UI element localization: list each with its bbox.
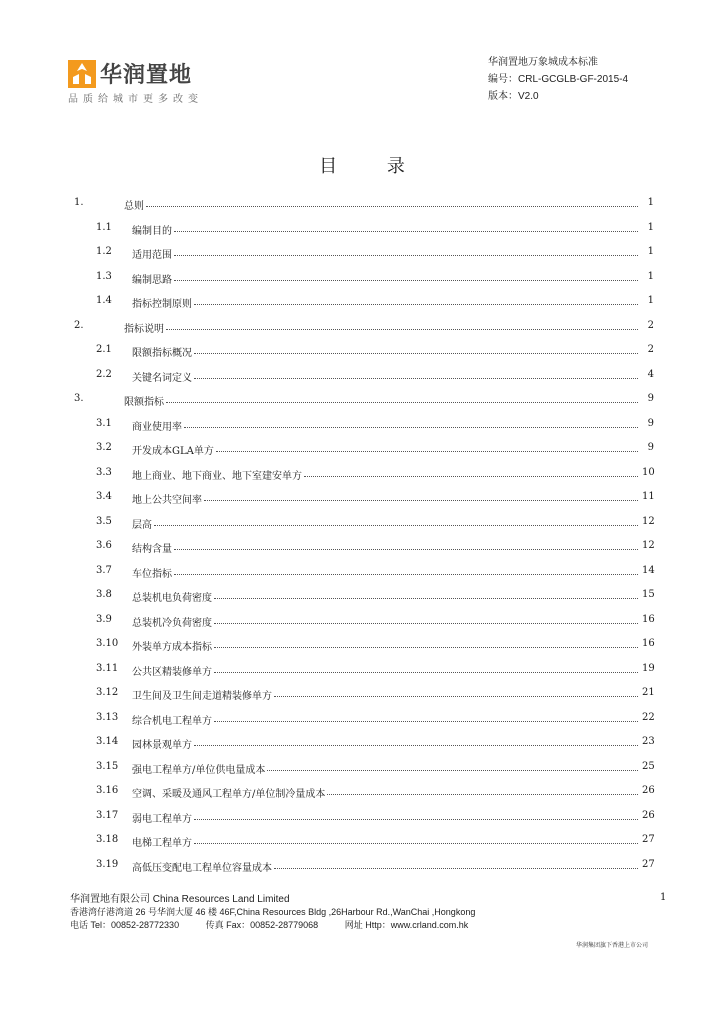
- toc-entry-page: 2: [647, 319, 654, 331]
- toc-leader-dots: [216, 442, 638, 452]
- toc-entry-title-wrap: [132, 638, 640, 653]
- toc-entry-page: 12: [642, 540, 655, 551]
- toc-entry-page: 27: [642, 858, 655, 870]
- toc-entry[interactable]: [74, 413, 654, 438]
- toc-entry-page: 1: [647, 221, 654, 233]
- page-number: 1: [660, 892, 667, 903]
- toc-entry-page: 9: [647, 417, 654, 429]
- footer-note: 华润集团旗下香港上市公司: [575, 942, 648, 949]
- toc-entry-title-wrap: [132, 614, 640, 629]
- toc-entry-title: 车位指标: [132, 565, 174, 580]
- toc-entry[interactable]: [74, 780, 654, 805]
- toc-entry-number: 1.: [74, 197, 84, 208]
- toc-entry-title: 总则: [124, 197, 146, 212]
- toc-entry-page: 4: [647, 368, 654, 380]
- toc-entry[interactable]: [74, 290, 654, 315]
- toc-entry[interactable]: [74, 339, 654, 364]
- toc-entry-title: 卫生间及卫生间走道精装修单方: [132, 687, 274, 702]
- toc-entry[interactable]: [74, 486, 654, 511]
- toc-entry-number: 3.16: [96, 785, 119, 796]
- toc-entry-number: 3.10: [96, 638, 119, 649]
- toc-leader-dots: [174, 565, 638, 575]
- toc-entry[interactable]: [74, 535, 654, 560]
- toc-entry-title-wrap: [132, 663, 640, 678]
- toc-entry-page: 23: [642, 736, 655, 747]
- toc-entry-title-wrap: [124, 320, 640, 335]
- toc-entry-title: 综合机电工程单方: [132, 712, 214, 727]
- toc-entry-number: 3.3: [96, 466, 112, 478]
- toc-leader-dots: [327, 785, 638, 795]
- toc-entry-title-wrap: [132, 222, 640, 237]
- toc-entry[interactable]: [74, 192, 654, 217]
- toc-entry-page: 27: [642, 834, 655, 845]
- toc-entry-page: 26: [642, 809, 655, 821]
- toc-entry-title: 指标控制原则: [132, 295, 194, 310]
- toc-entry-title-wrap: [132, 810, 640, 825]
- document-code: 编号：CRL-GCGLB-GF-2015-4: [488, 74, 629, 85]
- company-logo: [68, 58, 268, 108]
- toc-entry-title: 外装单方成本指标: [132, 638, 214, 653]
- document-version: 版本：V2.0: [488, 91, 539, 102]
- toc-entry-number: 2.: [74, 319, 84, 331]
- toc-entry-page: 16: [642, 638, 655, 649]
- footer-fax: 传真 Fax：00852-28779068: [205, 920, 319, 930]
- toc-leader-dots: [174, 540, 638, 550]
- toc-leader-dots: [174, 271, 638, 281]
- toc-entry-title-wrap: [132, 859, 640, 874]
- brand-name: 华润置地: [100, 63, 193, 88]
- toc-entry-title: 开发成本GLA单方: [132, 442, 216, 457]
- toc-entry-title: 地上商业、地下商业、地下室建安单方: [132, 467, 304, 482]
- footer-company: 华润置地有限公司 China Resources Land Limited: [70, 894, 290, 905]
- table-of-contents: [74, 192, 654, 878]
- toc-leader-dots: [214, 638, 638, 648]
- toc-entry-number: 2.1: [96, 344, 112, 355]
- toc-entry-number: 3.6: [96, 540, 112, 551]
- toc-leader-dots: [166, 393, 638, 403]
- footer-address: 香港湾仔港湾道 26 号华润大厦 46 楼 46F,China Resources Bldg ,26Harbour Rd.,WanChai ,Hongkong: [70, 907, 476, 917]
- toc-entry[interactable]: [74, 707, 654, 732]
- toc-entry-number: 3.14: [96, 736, 119, 747]
- toc-entry-number: 3.15: [96, 760, 119, 772]
- toc-entry-title: 限额指标: [124, 393, 166, 408]
- toc-entry-number: 3.18: [96, 834, 119, 845]
- toc-entry-number: 3.: [74, 393, 84, 404]
- toc-entry-page: 22: [642, 711, 655, 723]
- toc-entry-title-wrap: [132, 834, 640, 849]
- toc-entry-title: 地上公共空间率: [132, 491, 204, 506]
- toc-entry-number: 3.4: [96, 491, 112, 502]
- toc-entry-title-wrap: [132, 785, 640, 800]
- toc-entry-title-wrap: [132, 761, 640, 776]
- toc-leader-dots: [174, 246, 638, 256]
- toc-leader-dots: [204, 491, 638, 501]
- toc-entry[interactable]: [74, 682, 654, 707]
- toc-entry[interactable]: [74, 829, 654, 854]
- toc-entry[interactable]: [74, 462, 654, 487]
- toc-entry[interactable]: [74, 511, 654, 536]
- toc-entry-title-wrap: [132, 687, 640, 702]
- toc-entry-title: 适用范围: [132, 246, 174, 261]
- toc-entry-title-wrap: [132, 295, 640, 310]
- toc-entry-title: 限额指标概况: [132, 344, 194, 359]
- toc-entry-title-wrap: [132, 516, 640, 531]
- toc-leader-dots: [194, 736, 638, 746]
- toc-entry-number: 3.13: [96, 711, 119, 723]
- toc-entry-title: 指标说明: [124, 320, 166, 335]
- toc-entry-title-wrap: [132, 491, 640, 506]
- toc-leader-dots: [184, 418, 638, 428]
- toc-leader-dots: [194, 295, 638, 305]
- toc-entry[interactable]: [74, 388, 654, 413]
- toc-leader-dots: [304, 467, 638, 477]
- toc-entry-title-wrap: [132, 246, 640, 261]
- toc-entry-title-wrap: [132, 369, 640, 384]
- toc-entry-page: 11: [642, 491, 655, 502]
- toc-entry-page: 21: [642, 687, 655, 698]
- toc-entry-number: 1.4: [96, 295, 112, 306]
- crland-logo-icon: [68, 60, 96, 88]
- toc-entry-number: 3.12: [96, 687, 119, 698]
- toc-entry-title: 结构含量: [132, 540, 174, 555]
- toc-entry-title-wrap: [132, 565, 640, 580]
- toc-entry-page: 9: [647, 442, 654, 453]
- toc-entry[interactable]: [74, 658, 654, 683]
- toc-entry[interactable]: [74, 560, 654, 585]
- toc-leader-dots: [274, 687, 638, 697]
- toc-entry[interactable]: [74, 731, 654, 756]
- toc-entry-title: 强电工程单方/单位供电量成本: [132, 761, 267, 776]
- toc-entry-page: 26: [642, 785, 655, 796]
- toc-entry-title: 公共区精装修单方: [132, 663, 214, 678]
- brand-slogan: 品质给城市更多改变: [68, 94, 203, 105]
- toc-entry-number: 3.19: [96, 858, 119, 870]
- toc-entry-title: 总装机电负荷密度: [132, 589, 214, 604]
- toc-entry-page: 9: [647, 393, 654, 404]
- toc-entry-title: 空调、采暖及通风工程单方/单位制冷量成本: [132, 785, 327, 800]
- toc-entry[interactable]: [74, 805, 654, 830]
- toc-entry-title: 总装机冷负荷密度: [132, 614, 214, 629]
- toc-entry-title-wrap: [132, 418, 640, 433]
- toc-entry[interactable]: [74, 584, 654, 609]
- toc-entry-page: 15: [642, 589, 655, 600]
- toc-entry-page: 12: [642, 515, 655, 527]
- toc-entry-page: 16: [642, 613, 655, 625]
- toc-leader-dots: [214, 712, 638, 722]
- toc-entry-page: 1: [647, 295, 654, 306]
- toc-entry[interactable]: [74, 854, 654, 879]
- toc-entry-page: 10: [642, 466, 655, 478]
- toc-entry-title-wrap: [132, 344, 640, 359]
- toc-entry-page: 25: [642, 760, 655, 772]
- footer-contact: [70, 919, 492, 932]
- toc-entry-title: 关键名词定义: [132, 369, 194, 384]
- toc-entry[interactable]: [74, 241, 654, 266]
- toc-entry-page: 1: [647, 197, 654, 208]
- toc-entry-title: 高低压变配电工程单位容量成本: [132, 859, 274, 874]
- footer: [70, 893, 492, 932]
- toc-entry-title-wrap: [132, 467, 640, 482]
- toc-entry-title: 电梯工程单方: [132, 834, 194, 849]
- toc-leader-dots: [214, 614, 638, 624]
- toc-entry-number: 3.8: [96, 589, 112, 600]
- toc-entry-number: 3.17: [96, 809, 119, 821]
- toc-leader-dots: [194, 369, 638, 379]
- toc-leader-dots: [214, 663, 638, 673]
- toc-entry-number: 3.2: [96, 442, 112, 453]
- toc-entry-title-wrap: [132, 442, 640, 457]
- toc-entry-number: 2.2: [96, 368, 112, 380]
- toc-entry[interactable]: [74, 756, 654, 781]
- toc-entry-number: 3.9: [96, 613, 112, 625]
- toc-entry-title: 编制目的: [132, 222, 174, 237]
- toc-entry-page: 19: [642, 662, 655, 674]
- toc-leader-dots: [174, 222, 638, 232]
- toc-entry-page: 14: [642, 564, 655, 576]
- toc-leader-dots: [146, 197, 638, 207]
- toc-entry[interactable]: [74, 315, 654, 340]
- toc-leader-dots: [214, 589, 638, 599]
- toc-entry-number: 3.1: [96, 417, 112, 429]
- toc-leader-dots: [267, 761, 638, 771]
- toc-entry-number: 1.1: [96, 221, 112, 233]
- toc-leader-dots: [166, 320, 638, 330]
- toc-leader-dots: [274, 859, 638, 869]
- toc-leader-dots: [194, 344, 638, 354]
- toc-leader-dots: [194, 810, 638, 820]
- toc-entry-title: 园林景观单方: [132, 736, 194, 751]
- standard-name: 华润置地万象城成本标准: [488, 57, 598, 68]
- toc-entry-title-wrap: [132, 271, 640, 286]
- toc-entry[interactable]: [74, 364, 654, 389]
- toc-entry-title-wrap: [132, 712, 640, 727]
- toc-entry-page: 1: [647, 270, 654, 282]
- toc-entry-page: 2: [647, 344, 654, 355]
- toc-entry[interactable]: [74, 217, 654, 242]
- toc-entry-title-wrap: [132, 589, 640, 604]
- toc-entry-number: 3.5: [96, 515, 112, 527]
- toc-entry[interactable]: [74, 266, 654, 291]
- toc-entry[interactable]: [74, 437, 654, 462]
- toc-entry-title-wrap: [132, 540, 640, 555]
- toc-entry-number: 3.7: [96, 564, 112, 576]
- toc-entry-title-wrap: [124, 197, 640, 212]
- toc-entry[interactable]: [74, 609, 654, 634]
- toc-leader-dots: [154, 516, 638, 526]
- toc-entry-title-wrap: [124, 393, 640, 408]
- toc-entry-title: 弱电工程单方: [132, 810, 194, 825]
- toc-title: 目 录: [319, 156, 427, 177]
- toc-entry-page: 1: [647, 246, 654, 257]
- toc-entry-title: 商业使用率: [132, 418, 184, 433]
- document-info: [488, 54, 628, 105]
- toc-entry-title: 编制思路: [132, 271, 174, 286]
- footer-web[interactable]: 网址 Http：www.crland.com.hk: [344, 920, 469, 930]
- toc-entry[interactable]: [74, 633, 654, 658]
- toc-entry-number: 3.11: [96, 662, 119, 674]
- toc-entry-number: 1.2: [96, 246, 112, 257]
- footer-tel: 电话 Tel：00852-28772330: [70, 920, 180, 930]
- toc-entry-title: 层高: [132, 516, 154, 531]
- toc-leader-dots: [194, 834, 638, 844]
- toc-entry-title-wrap: [132, 736, 640, 751]
- toc-entry-number: 1.3: [96, 270, 112, 282]
